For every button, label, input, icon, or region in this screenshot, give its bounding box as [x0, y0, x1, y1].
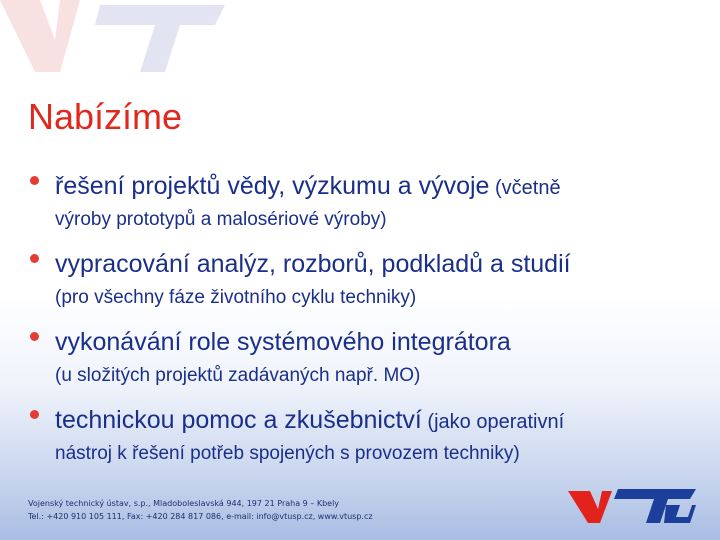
bullet-item-3: [30, 324, 720, 390]
footer-phone-email: Tel.: +420 910 105 111, Fax: +420 284 817 086, e-mail: info@vtusp.cz, www.vtusp.cz: [28, 512, 373, 521]
bullet-dot: [30, 332, 39, 341]
bullet-subtext: výroby prototypů a malosériové výroby): [55, 209, 387, 230]
bullet-suffix: (jako operativní: [421, 411, 565, 433]
footer-contact: [28, 497, 373, 523]
bullet-text: řešení projektů vědy, výzkumu a vývoje: [55, 172, 490, 200]
vtu-logo: [568, 487, 698, 525]
bullet-text: vykonávání role systémového integrátora: [55, 328, 511, 356]
bullet-dot: [30, 410, 39, 419]
bullet-list: [30, 168, 720, 480]
bullet-subtext: nástroj k řešení potřeb spojených s provozem techniky): [55, 443, 520, 464]
slide-title: Nabízíme: [28, 96, 183, 137]
bullet-dot: [30, 176, 39, 185]
bullet-subtext: (pro všechny fáze životního cyklu techniky): [55, 287, 417, 308]
footer-address: Vojenský technický ústav, s.p., Mladoboleslavská 944, 197 21 Praha 9 – Kbely: [28, 499, 340, 508]
bullet-dot: [30, 254, 39, 263]
bullet-suffix: (včetně: [489, 177, 561, 199]
bullet-text: vypracování analýz, rozborů, podkladů a studií: [55, 250, 571, 278]
bullet-subtext: (u složitých projektů zadávaných např. MO): [55, 365, 421, 386]
bullet-item-2: [30, 246, 720, 312]
vtu-logo-watermark: [0, 0, 230, 72]
bullet-item-1: [30, 168, 720, 234]
bullet-item-4: [30, 402, 720, 468]
bullet-text: technickou pomoc a zkušebnictví: [55, 406, 422, 434]
